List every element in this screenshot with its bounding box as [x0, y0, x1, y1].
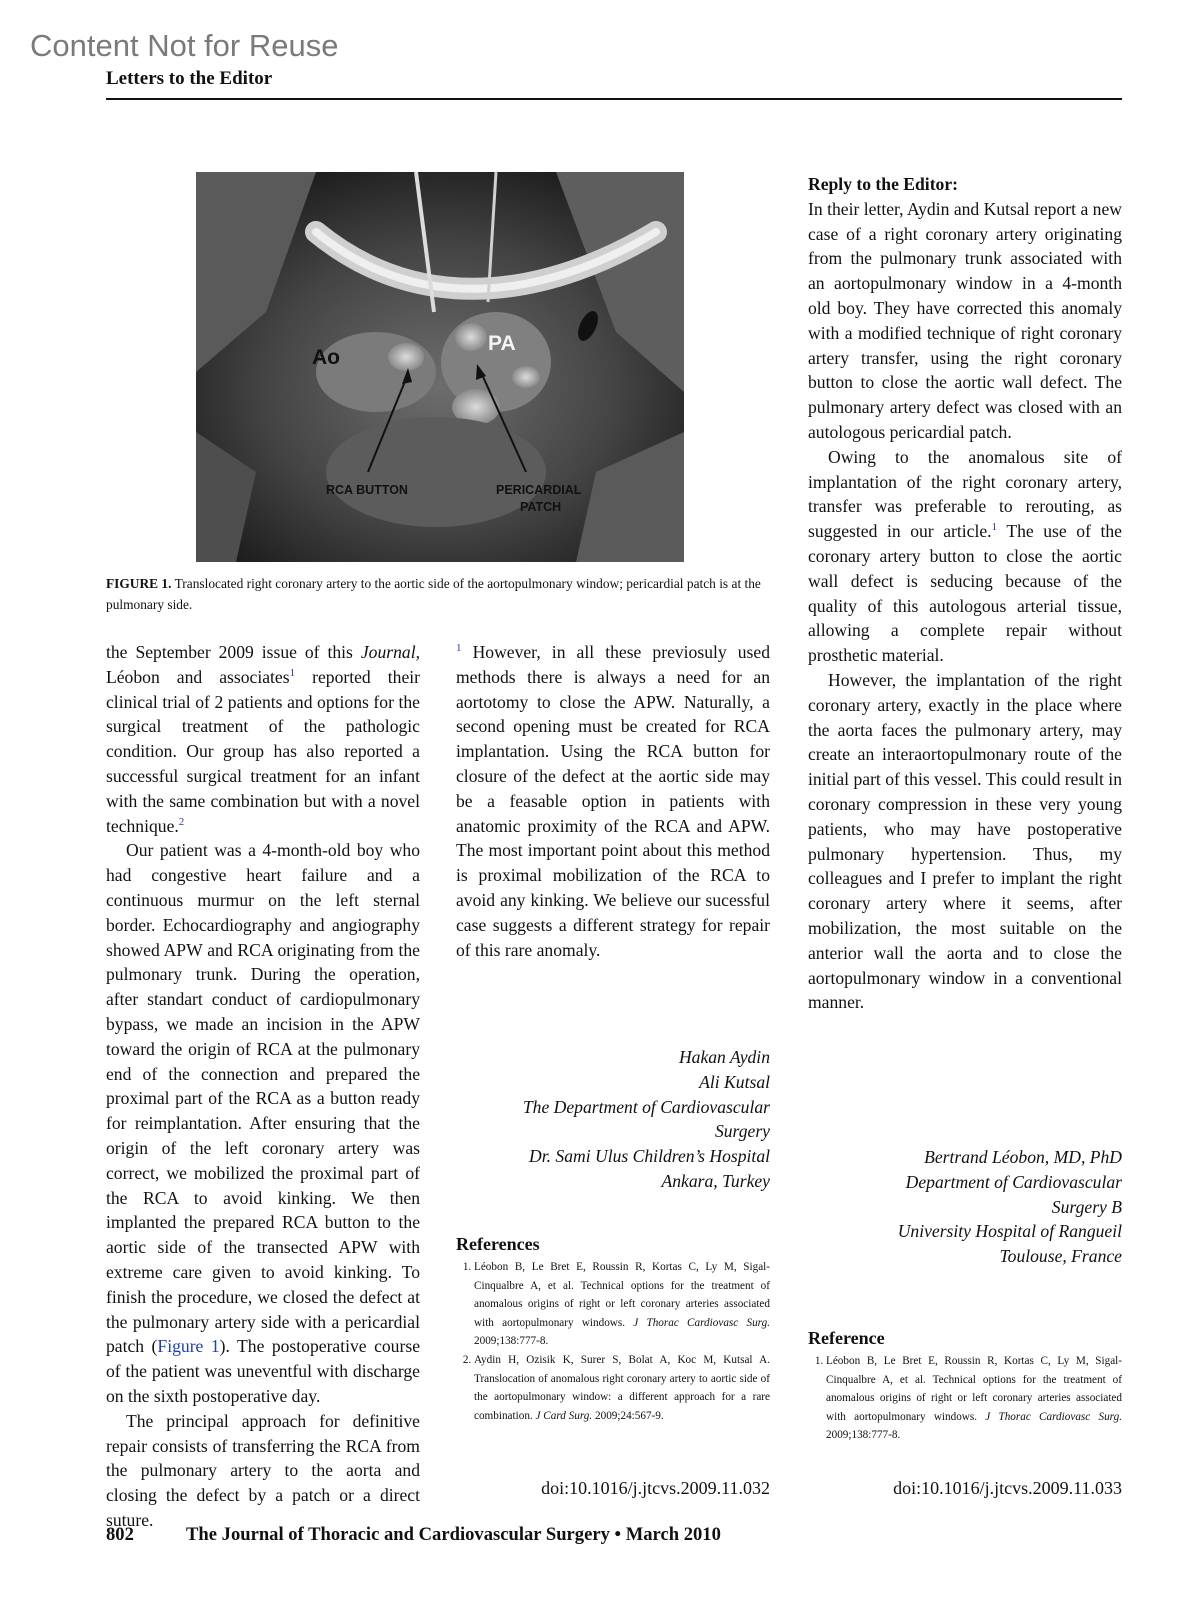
- text-run: The use of the coronary artery button to close the aortic wall defect is seducing because of the quality of this autologous arterial tissue, allowing a complete repair without prosthetic material.: [808, 521, 1122, 666]
- reference-link-1[interactable]: 1: [991, 521, 998, 534]
- letter-paragraph-3-cont: [456, 640, 770, 962]
- figure-caption-text: Translocated right coronary artery to the aortic side of the aortopulmonary window; pericardial patch is at the pulmonary side.: [106, 576, 761, 612]
- journal-name: Journal,: [360, 642, 420, 662]
- signature-line: University Hospital of Rangueil: [897, 1221, 1122, 1242]
- signature-line: The Department of Cardiovascular: [522, 1096, 770, 1117]
- figure-caption-label: FIGURE 1.: [106, 576, 172, 591]
- reply-references: [808, 1327, 1122, 1445]
- text-run: Léobon B, Le Bret E, Roussin R, Kortas C, Ly M, Sigal-Cinqualbre A, et al. Technical options for the treatment of anomalous origins of right or left coronary arteries associated with aortopulmonary windows.: [826, 1355, 1122, 1423]
- page-footer: [106, 1524, 721, 1546]
- text-run: Léobon and associates: [106, 666, 290, 687]
- text-run: Aydin H, Ozisik K, Surer S, Bolat A, Koc M, Kutsal A. Translocation of anomalous right coronary artery to aortic side of the aortopulmonary window: a different approach for a rare combination.: [474, 1353, 770, 1422]
- figure-label-pericardial: PERICARDIAL: [496, 483, 582, 497]
- text-run: Our patient was a 4-month-old boy who had congestive heart failure and a continuous murmur on the left sternal border. Echocardiography and angiography showed APW and RCA originating from the pulmonary trunk. During the operation, after standart conduct of cardiopulmonary bypass, we made an incision in the APW toward the origin of RCA at the pulmonary end of the connection and prepared the proximal part of the RCA as a button ready for reimplantation. After ensuring that the origin of the left coronary artery was correct, we mobilized the proximal part of the RCA to avoid kinking. We then implanted the prepared RCA button to the aortic side of the transected APW with extreme care given to avoid kinking. To finish the procedure, we closed the defect at the pulmonary artery side with a pericardial patch (: [106, 840, 420, 1357]
- journal-name: J Thorac Cardiovasc Surg.: [633, 1316, 770, 1329]
- signature-line: Surgery: [714, 1121, 770, 1142]
- text-run: 2009;138:777-8.: [474, 1335, 549, 1348]
- signature-line: Dr. Sami Ulus Children’s Hospital: [529, 1146, 770, 1167]
- journal-name: J Thorac Cardiovasc Surg.: [985, 1410, 1122, 1423]
- text-run: Léobon B, Le Bret E, Roussin R, Kortas C, Ly M, Sigal-Cinqualbre A, et al. Technical options for the treatment of anomalous origins of right or left coronary arteries associated with aortopulmonary windows.: [474, 1261, 770, 1329]
- reply-paragraph-1: In their letter, Aydin and Kutsal report a new case of a right coronary artery originating from the pulmonary trunk associated with an aortopulmonary window in a 4-month old boy. They have corrected this anomaly with a modified technique of right coronary artery transfer, using the right coronary button to close the aortic wall defect. The pulmonary artery defect was closed with an autologous pericardial patch.: [808, 198, 1122, 442]
- signature-line: Toulouse, France: [999, 1246, 1122, 1267]
- reply-column: [808, 172, 1122, 1015]
- letter-signature: [456, 1045, 770, 1194]
- text-run: Owing to the anomalous site of implantation of the right coronary artery, transfer was preferable to rerouting, as suggested in our article.: [808, 446, 1122, 542]
- reference-link-1[interactable]: 1: [456, 642, 462, 655]
- signature-line: Ali Kutsal: [699, 1071, 770, 1092]
- reference-link-2[interactable]: 2: [178, 815, 185, 828]
- figure-label-pa: PA: [488, 332, 516, 355]
- journal-footer-title: The Journal of Thoracic and Cardiovascular Surgery • March 2010: [186, 1524, 721, 1545]
- signature-line: Bertrand Léobon, MD, PhD: [924, 1147, 1122, 1167]
- figure-1-photo: [196, 172, 684, 562]
- letter-references: [456, 1233, 770, 1425]
- reply-doi[interactable]: doi:10.1016/j.jtcvs.2009.11.033: [893, 1478, 1122, 1498]
- watermark-text: Content Not for Reuse: [30, 28, 339, 63]
- text-run: ). The postoperative course of the patient was uneventful with discharge on the sixth postoperative day.: [106, 1336, 420, 1406]
- signature-line: Surgery B: [1051, 1196, 1122, 1217]
- reply-signature: [808, 1145, 1122, 1269]
- text-run: the September 2009 issue of this: [106, 642, 361, 662]
- reference-item: [474, 1351, 770, 1425]
- signature-line: Ankara, Turkey: [661, 1170, 770, 1191]
- figure-label-patch: PATCH: [520, 500, 562, 514]
- reference-item: [826, 1352, 1122, 1445]
- text-run: The principal approach for definitive repair consists of transferring the RCA from the pulmonary artery to the aorta and closing the defect by a patch or a direct suture.: [106, 1410, 420, 1530]
- reference-heading: Reference: [808, 1328, 885, 1348]
- reply-paragraph-2: [808, 445, 1122, 668]
- journal-name: J Card Surg.: [535, 1409, 593, 1422]
- letter-column-2: [456, 640, 770, 962]
- text-run: reported their clinical trial of 2 patients and options for the surgical treatment of the pathologic condition. Our group has also reported a successful surgical treatment for an infant with the same combination but with a novel technique.: [106, 666, 421, 836]
- figure-link[interactable]: Figure 1: [157, 1336, 220, 1357]
- letter-paragraph-1: [106, 640, 420, 838]
- reply-paragraph-3: However, the implantation of the right coronary artery, exactly in the place where the aorta faces the pulmonary artery, may create an interaortopulmonary route of the initial part of this vessel. This could result in coronary compression in these very young patients, who may have postoperative pulmonary hypertension. Thus, my colleagues and I prefer to implant the right coronary artery where it seems, after mobilization, the most suitable on the anterior wall the aorta and to close the aortopulmonary window in a conventional manner.: [808, 669, 1122, 1013]
- section-heading: Letters to the Editor: [106, 68, 273, 89]
- signature-line: Hakan Aydin: [678, 1047, 770, 1067]
- text-run: 2009;138:777-8.: [826, 1429, 901, 1442]
- reply-heading: Reply to the Editor:: [808, 174, 959, 194]
- text-run: However, in all these previosuly used methods there is always a need for an aortotomy to close the APW. Naturally, a second opening must be created for RCA implantation. Using the RCA button for closure of the defect at the aortic side may be a feasable option in patients with anatomic proximity of the RCA and APW. The most important point about this method is proximal mobilization of the RCA to avoid any kinking. We believe our sucessful case suggests a different strategy for repair of this rare anomaly.: [456, 642, 770, 960]
- letter-paragraph-3: [106, 1409, 420, 1533]
- reference-item: [474, 1258, 770, 1351]
- reference-link-1[interactable]: 1: [289, 666, 296, 679]
- figure-caption: [106, 573, 772, 615]
- figure-label-ao: Ao: [312, 346, 340, 369]
- signature-line: Department of Cardiovascular: [905, 1171, 1122, 1192]
- header-rule: [106, 98, 1122, 100]
- page-number: 802: [106, 1524, 134, 1545]
- letter-column-1: [106, 640, 420, 1533]
- letter-paragraph-2: [106, 838, 420, 1408]
- figure-label-rca-button: RCA BUTTON: [326, 483, 408, 497]
- text-run: 2009;24:567-9.: [592, 1409, 664, 1422]
- references-heading: References: [456, 1234, 540, 1254]
- letter-doi[interactable]: doi:10.1016/j.jtcvs.2009.11.032: [541, 1478, 770, 1498]
